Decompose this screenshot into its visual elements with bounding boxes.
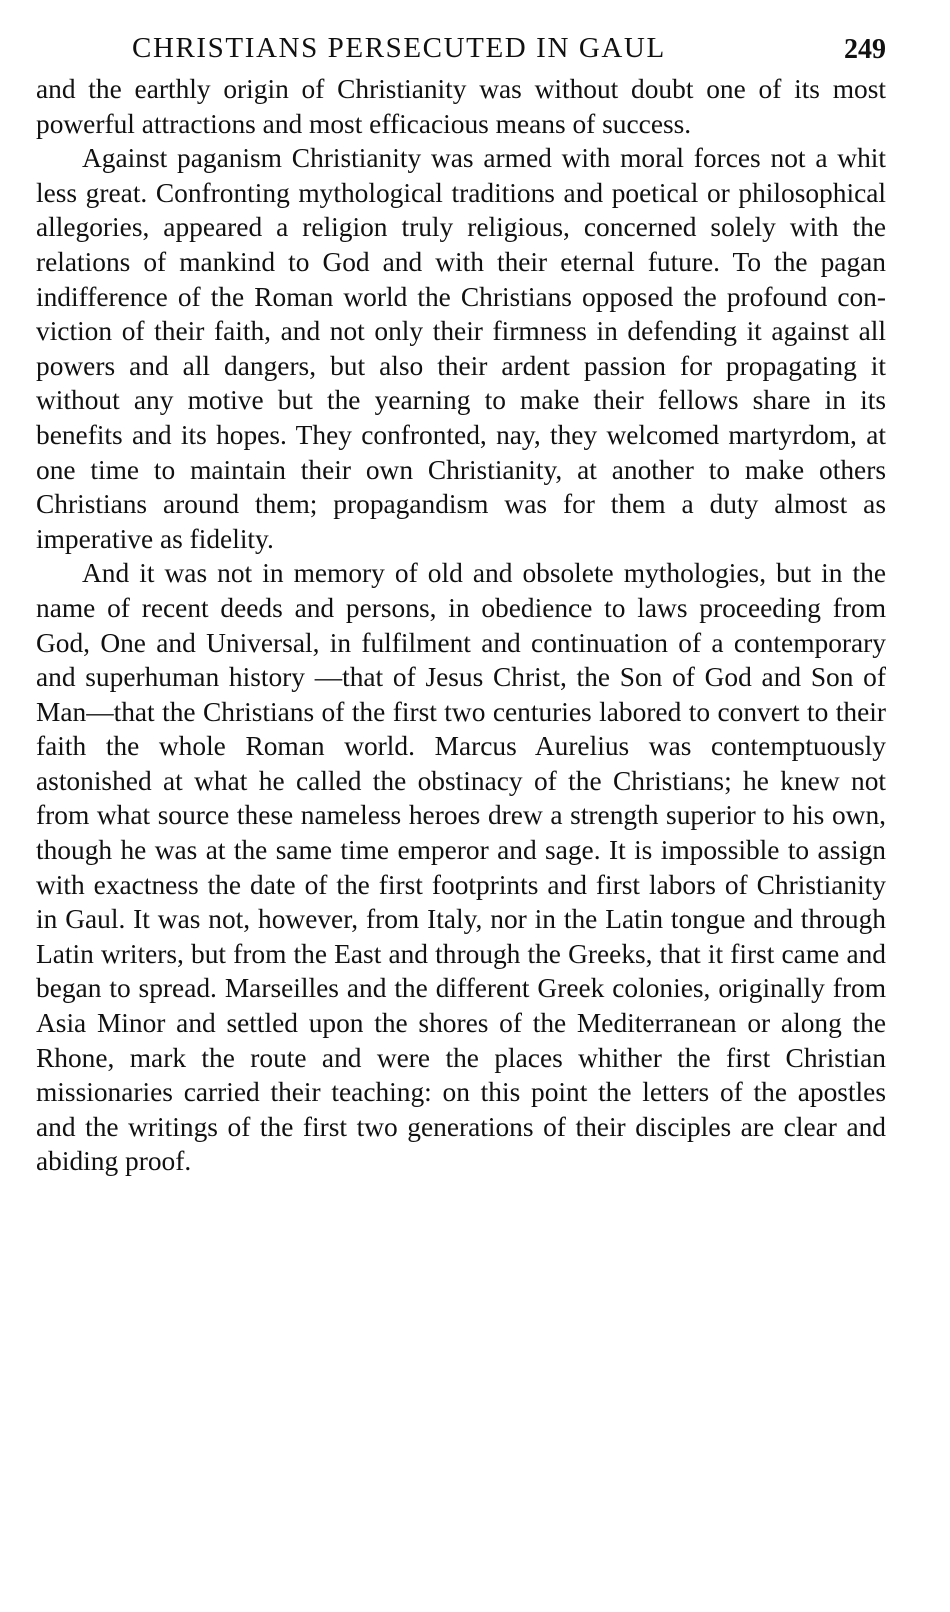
body-text [36, 72, 886, 1179]
paragraph-christianity-in-gaul: And it was not in memory of old and obsolete mythologies, but in the name of recent deeds and persons, in obedience to laws proceeding from God, One and Universal, in fulfilment and continuation of a contemporary and superhuman history —that of Jesus Christ, the Son of God and Son of Man—that the Christians of the first two centuries labored to convert to their faith the whole Roman world. Marcus Aurelius was contemptuously astonished at what he called the obstinacy of the Christians; he knew not from what source these nameless heroes drew a strength superior to his own, though he was at the same time emperor and sage. It is impossible to assign with exactness the date of the first footprints and first labors of Christianity in Gaul. It was not, however, from Italy, nor in the Latin tongue and through Latin writers, but from the East and through the Greeks, that it first came and began to spread. Marseilles and the different Greek colonies, originally from Asia Minor and settled upon the shores of the Mediterranean or along the Rhone, mark the route and were the places whither the first Christian missionaries carried their teaching: on this point the letters of the apostles and the writings of the first two generations of their disciples are clear and abiding proof. [36, 558, 886, 1177]
paragraph-continued: and the earthly origin of Christianity was without doubt one of its most powerful attractions and most efficacious means of success. [36, 74, 886, 139]
running-title: CHRISTIANS PERSECUTED IN GAUL [132, 32, 666, 64]
running-header [36, 28, 886, 72]
page-number: 249 [844, 34, 886, 65]
book-page [36, 28, 886, 1179]
paragraph-moral-forces: Against paganism Christianity was armed with moral forces not a whit less great. Confronting mythological traditions and poetical or philosophical allegories, appeared a religion truly religious, concerned solely with the relations of mankind to God and with their eternal future. To the pagan indifference of the Roman world the Christians opposed the profound conviction of their faith, and not only their firmness in defending it against all powers and all dangers, but also their ardent passion for propagating it without any motive but the yearning to make their fellows share in its benefits and its hopes. They confronted, nay, they welcomed martyrdom, at one time to maintain their own Christianity, at another to make others Christians around them; propagandism was for them a duty almost as imperative as fidelity. [36, 143, 886, 554]
